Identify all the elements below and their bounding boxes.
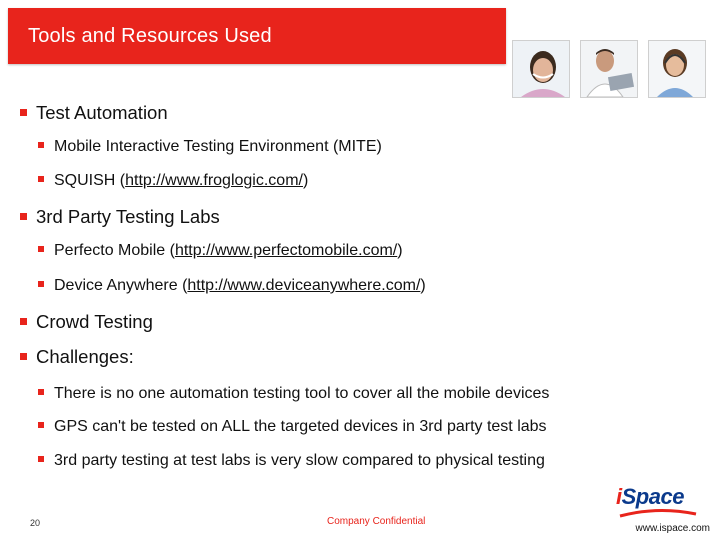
bullet-third-party-labs: 3rd Party Testing Labs	[20, 206, 220, 228]
bullet-deviceanywhere: Device Anywhere (http://www.deviceanywhere.com/)	[38, 277, 426, 295]
page-number: 20	[30, 518, 41, 528]
square-bullet-icon	[20, 353, 27, 360]
bullet-challenge-3: 3rd party testing at test labs is very slow compared to physical testing	[38, 452, 545, 470]
froglogic-link[interactable]: http://www.froglogic.com/	[125, 172, 303, 189]
deviceanywhere-link[interactable]: http://www.deviceanywhere.com/	[187, 277, 421, 294]
square-bullet-icon	[20, 318, 27, 325]
bullet-test-automation: Test Automation	[20, 102, 168, 124]
square-bullet-icon	[38, 389, 44, 395]
website-label: www.ispace.com	[635, 523, 710, 534]
square-bullet-icon	[38, 176, 44, 182]
logo-swoosh-icon	[618, 508, 698, 520]
square-bullet-icon	[38, 142, 44, 148]
logo-wordmark: iSpace	[616, 484, 684, 509]
confidential-label: Company Confidential	[327, 516, 426, 527]
bullet-challenge-1: There is no one automation testing tool to cover all the mobile devices	[38, 385, 549, 403]
ispace-logo	[616, 484, 716, 536]
square-bullet-icon	[20, 213, 27, 220]
square-bullet-icon	[38, 246, 44, 252]
bullet-perfecto: Perfecto Mobile (http://www.perfectomobile.com/)	[38, 242, 403, 260]
bullet-crowd-testing: Crowd Testing	[20, 311, 153, 333]
bullet-challenge-2: GPS can't be tested on ALL the targeted devices in 3rd party test labs	[38, 418, 547, 436]
square-bullet-icon	[20, 109, 27, 116]
slide-title: Tools and Resources Used	[28, 25, 272, 47]
bullet-mite: Mobile Interactive Testing Environment (MITE)	[38, 138, 382, 156]
bullet-squish: SQUISH (http://www.froglogic.com/)	[38, 172, 308, 190]
square-bullet-icon	[38, 422, 44, 428]
square-bullet-icon	[38, 456, 44, 462]
perfectomobile-link[interactable]: http://www.perfectomobile.com/	[174, 242, 398, 259]
square-bullet-icon	[38, 281, 44, 287]
bullet-challenges: Challenges:	[20, 346, 134, 368]
